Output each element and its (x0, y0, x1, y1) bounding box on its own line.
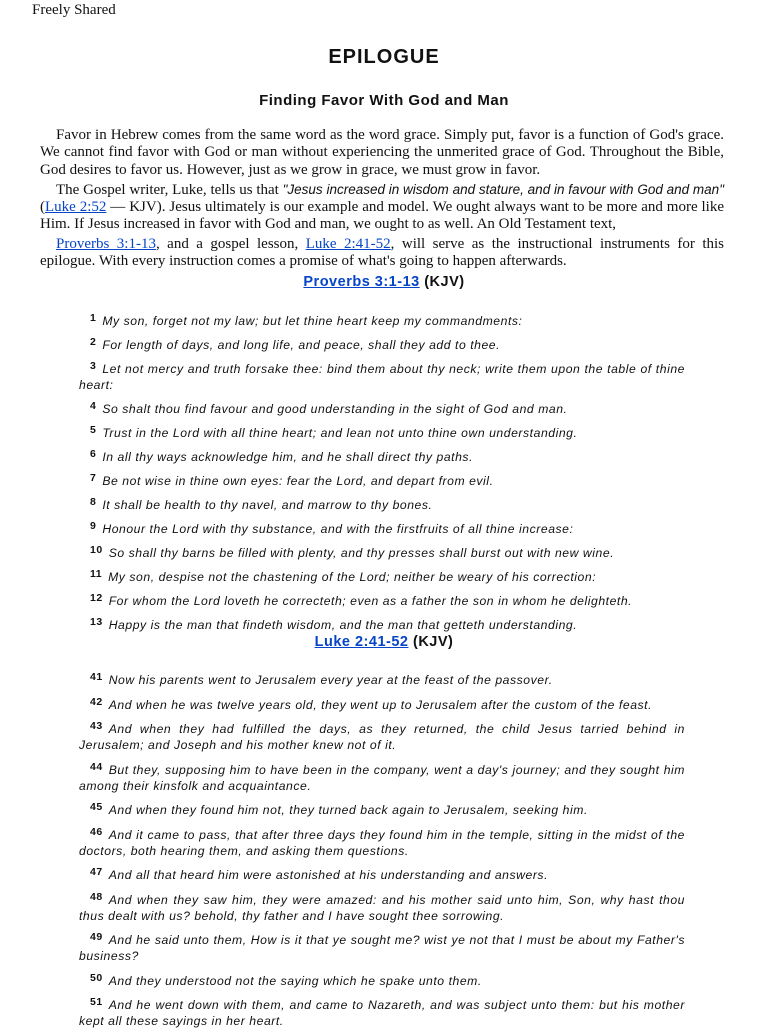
intro-text (40, 127, 724, 272)
verse (79, 669, 685, 688)
verse (79, 970, 685, 989)
verse (79, 590, 685, 609)
proverbs-link[interactable]: Proverbs 3:1-13 (56, 235, 156, 252)
verse (79, 929, 685, 964)
verse-number: 51 (90, 996, 103, 1008)
verse (79, 494, 685, 513)
verse-number: 2 (90, 336, 97, 348)
verse-number: 8 (90, 496, 97, 508)
page-header: Freely Shared (32, 2, 116, 18)
intro-paragraph-3 (40, 236, 724, 271)
verse-text: In all thy ways acknowledge him, and he shall direct thy paths. (102, 450, 474, 464)
verse-text: And all that heard him were astonished at his understanding and answers. (108, 868, 549, 882)
intro-p2-text-a: The Gospel writer, Luke, tells us that (56, 181, 283, 198)
verse (79, 310, 685, 329)
luke-quote: "Jesus increased in wisdom and stature, and in favour with God and man" (282, 181, 724, 197)
proverbs-version: (KJV) (419, 274, 465, 290)
verse-text: So shall thy barns be filled with plenty, and thy presses shall burst out with new wine. (108, 546, 615, 560)
verse-number: 7 (90, 472, 97, 484)
verse-text: Be not wise in thine own eyes: fear the Lord, and depart from evil. (102, 474, 494, 488)
verse (79, 824, 685, 859)
verse (79, 694, 685, 713)
verse-number: 46 (90, 825, 103, 838)
intro-p3-text-b: , will serve as the instructional instruments for this epilogue. With every instruction comes a promise of what's going to happen afterwards. (40, 235, 725, 270)
verse-text: So shalt thou find favour and good understanding in the sight of God and man. (102, 402, 568, 416)
verse-number: 5 (90, 424, 97, 436)
verse-text: Honour the Lord with thy substance, and with the firstfruits of all thine increase: (102, 522, 574, 536)
verse-text: Trust in the Lord with all thine heart; and lean not unto thine own understanding. (102, 426, 578, 440)
verse (79, 889, 685, 924)
verse-number: 6 (90, 448, 97, 460)
verse-number: 3 (90, 360, 97, 372)
verse (79, 422, 685, 441)
verse (79, 759, 685, 794)
verse-text: For length of days, and long life, and peace, shall they add to thee. (102, 338, 501, 352)
proverbs-heading (0, 274, 768, 290)
luke-2-52-link[interactable]: Luke 2:52 (45, 199, 107, 216)
intro-paragraph-1: Favor in Hebrew comes from the same word as the word grace. Simply put, favor is a function of God's grace. We cannot find favor with God or man without experiencing the unmerited grace of God. Throughout the Bible, God desires to favor us. However, just as we grow in grace, we must grow in favor. (40, 127, 724, 178)
verse-text: For whom the Lord loveth he correcteth; even as a father the son in whom he delighteth. (108, 594, 633, 608)
page-subtitle: Finding Favor With God and Man (259, 92, 509, 109)
verse-number: 43 (90, 720, 103, 732)
verse (79, 542, 685, 561)
verse-text: Now his parents went to Jerusalem every year at the feast of the passover. (108, 673, 553, 687)
verse-text: My son, forget not my law; but let thine heart keep my commandments: (102, 314, 523, 328)
verse-text: And when they had fulfilled the days, as they returned, the child Jesus tarried behind in Jerusalem; and Joseph and his mother knew not of it. (79, 722, 685, 752)
luke-version: (KJV) (408, 634, 454, 650)
verse (79, 334, 685, 353)
verse-number: 42 (90, 695, 103, 708)
luke-verse-list (79, 669, 685, 1029)
verse-number: 45 (90, 801, 103, 813)
verse-text: And they understood not the saying which he spake unto them. (108, 973, 482, 988)
verse-number: 48 (90, 890, 103, 903)
verse-text: And he said unto them, How is it that ye sought me? wist ye not that I must be about my Father's business? (79, 933, 685, 963)
verse-text: And he went down with them, and came to Nazareth, and was subject unto them: but his mother kept all these sayings in her heart. (79, 998, 685, 1028)
verse-text: My son, despise not the chastening of the Lord; neither be weary of his correction: (108, 570, 597, 584)
verse-number: 9 (90, 520, 97, 532)
verse (79, 566, 685, 585)
verse-text: And when he was twelve years old, they went up to Jerusalem after the custom of the feast. (108, 697, 653, 712)
verse-text: And when they saw him, they were amazed: and his mother said unto him, Son, why hast thou thus dealt with us? behold, thy father and I have sought thee sorrowing. (79, 892, 685, 923)
verse (79, 614, 685, 633)
verse (79, 398, 685, 417)
verse-number: 50 (90, 971, 103, 984)
verse-number: 49 (90, 931, 103, 943)
verse (79, 358, 685, 393)
verse-number: 4 (90, 400, 97, 412)
verse-number: 1 (90, 312, 97, 324)
verse-number: 12 (90, 592, 103, 604)
intro-p3-text-a: , and a gospel lesson, (155, 235, 306, 252)
verse-text: Happy is the man that findeth wisdom, and the man that getteth understanding. (108, 618, 578, 632)
verse-text: But they, supposing him to have been in the company, went a day's journey; and they sought him among their kinsfolk and acquaintance. (79, 762, 685, 793)
verse (79, 446, 685, 465)
proverbs-verse-list (79, 310, 685, 638)
verse-number: 10 (90, 544, 103, 556)
verse (79, 864, 685, 883)
verse-text: And when they found him not, they turned back again to Jerusalem, seeking him. (108, 803, 588, 817)
verse (79, 470, 685, 489)
verse-text: And it came to pass, that after three days they found him in the temple, sitting in the midst of the doctors, both hearing them, and asking them questions. (79, 827, 685, 858)
proverbs-heading-link[interactable]: Proverbs 3:1-13 (303, 274, 420, 290)
verse-number: 47 (90, 866, 103, 878)
verse-number: 41 (90, 671, 103, 683)
verse (79, 799, 685, 818)
verse-number: 11 (90, 568, 103, 580)
luke-heading-link[interactable]: Luke 2:41-52 (314, 634, 409, 650)
intro-p2-text-c: — KJV). Jesus ultimately is our example and model. We ought always want to be more and more like Him. If Jesus increased in favor with God and man, we ought to as well. An Old Testament text, (40, 199, 724, 233)
luke-2-41-52-link[interactable]: Luke 2:41-52 (305, 235, 391, 252)
verse-text: Let not mercy and truth forsake thee: bind them about thy neck; write them upon the table of thine heart: (79, 362, 685, 392)
page-title: EPILOGUE (328, 46, 440, 68)
luke-heading (0, 634, 768, 650)
verse-number: 13 (90, 616, 103, 628)
verse-text: It shall be health to thy navel, and marrow to thy bones. (102, 498, 433, 512)
verse-number: 44 (90, 760, 103, 773)
verse (79, 518, 685, 537)
verse (79, 718, 685, 753)
intro-p2-text-b: ( (40, 199, 45, 216)
intro-paragraph-2 (40, 181, 724, 234)
